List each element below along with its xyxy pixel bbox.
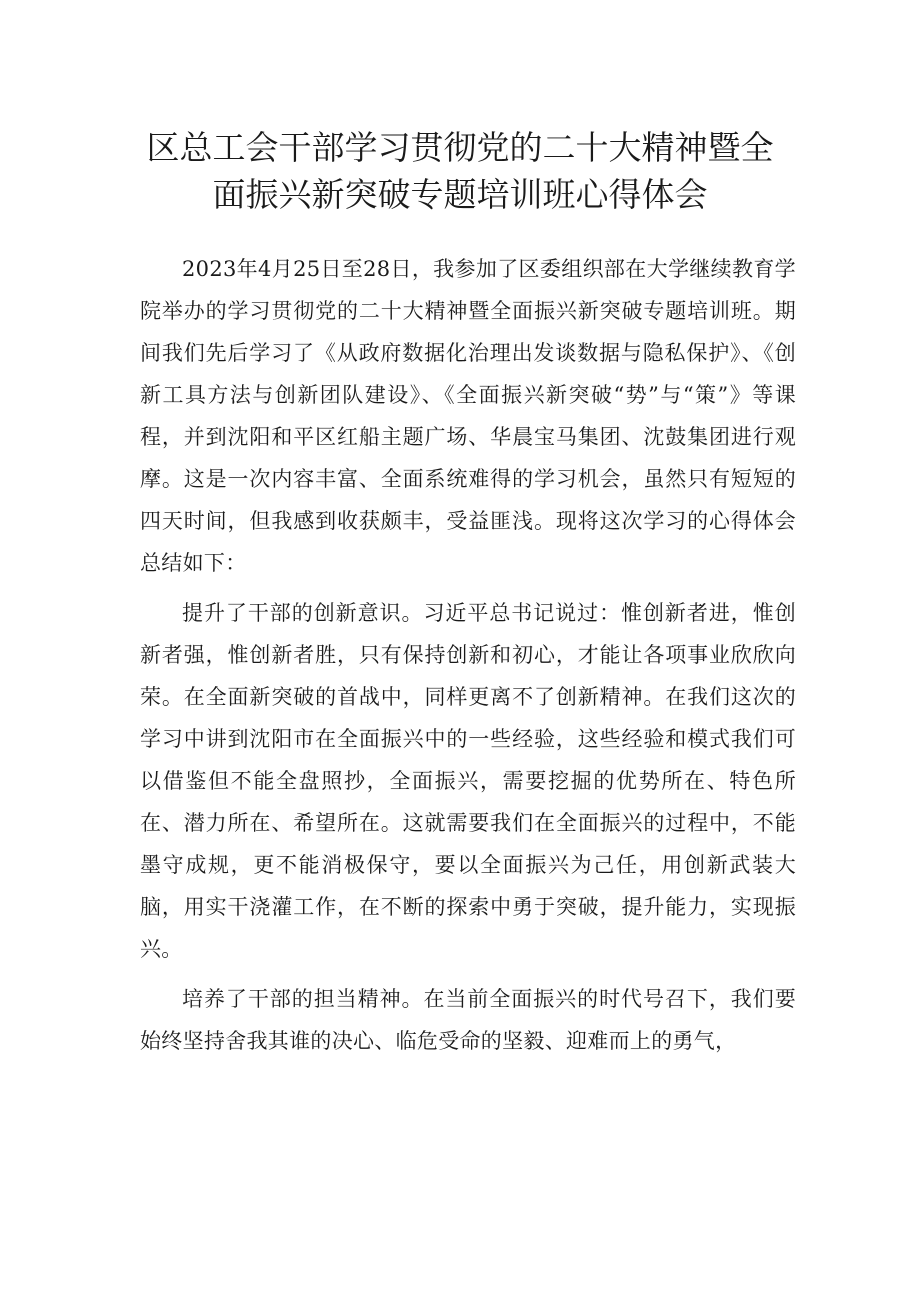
paragraph-innovation: 提升了干部的创新意识。习近平总书记说过：惟创新者进，惟创新者强，惟创新者胜，只有保持创新和初心，才能让各项事业欣欣向荣。在全面新突破的首战中，同样更离不了创新精神。在我们这次的学习中讲到沈阳市在全面振兴中的一些经验，这些经验和模式我们可以借鉴但不能全盘照抄，全面振兴，需要挖掘的优势所在、特色所在、潜力所在、希望所在。这就需要我们在全面振兴的过程中，不能墨守成规，更不能消极保守，要以全面振兴为己任，用创新武装大脑，用实干浇灌工作，在不断的探索中勇于突破，提升能力，实现振兴。 [140, 601, 796, 961]
paragraph-responsibility: 培养了干部的担当精神。在当前全面振兴的时代号召下，我们要始终坚持舍我其谁的决心、临危受命的坚毅、迎难而上的勇气， [140, 987, 796, 1053]
title-line-1: 区总工会干部学习贯彻党的二十大精神暨全 [146, 128, 774, 167]
document-title [60, 124, 860, 218]
document-body [140, 248, 796, 1070]
title-line-2: 面振兴新突破专题培训班心得体会 [212, 175, 708, 214]
paragraph-intro: 2023年4月25日至28日，我参加了区委组织部在大学继续教育学院举办的学习贯彻党的二十大精神暨全面振兴新突破专题培训班。期间我们先后学习了《从政府数据化治理出发谈数据与隐私保护》、《创新工具方法与创新团队建设》、《全面振兴新突破“势”与“策”》等课程，并到沈阳和平区红船主题广场、华晨宝马集团、沈鼓集团进行观摩。这是一次内容丰富、全面系统难得的学习机会，虽然只有短短的四天时间，但我感到收获颇丰，受益匪浅。现将这次学习的心得体会总结如下： [140, 257, 796, 575]
